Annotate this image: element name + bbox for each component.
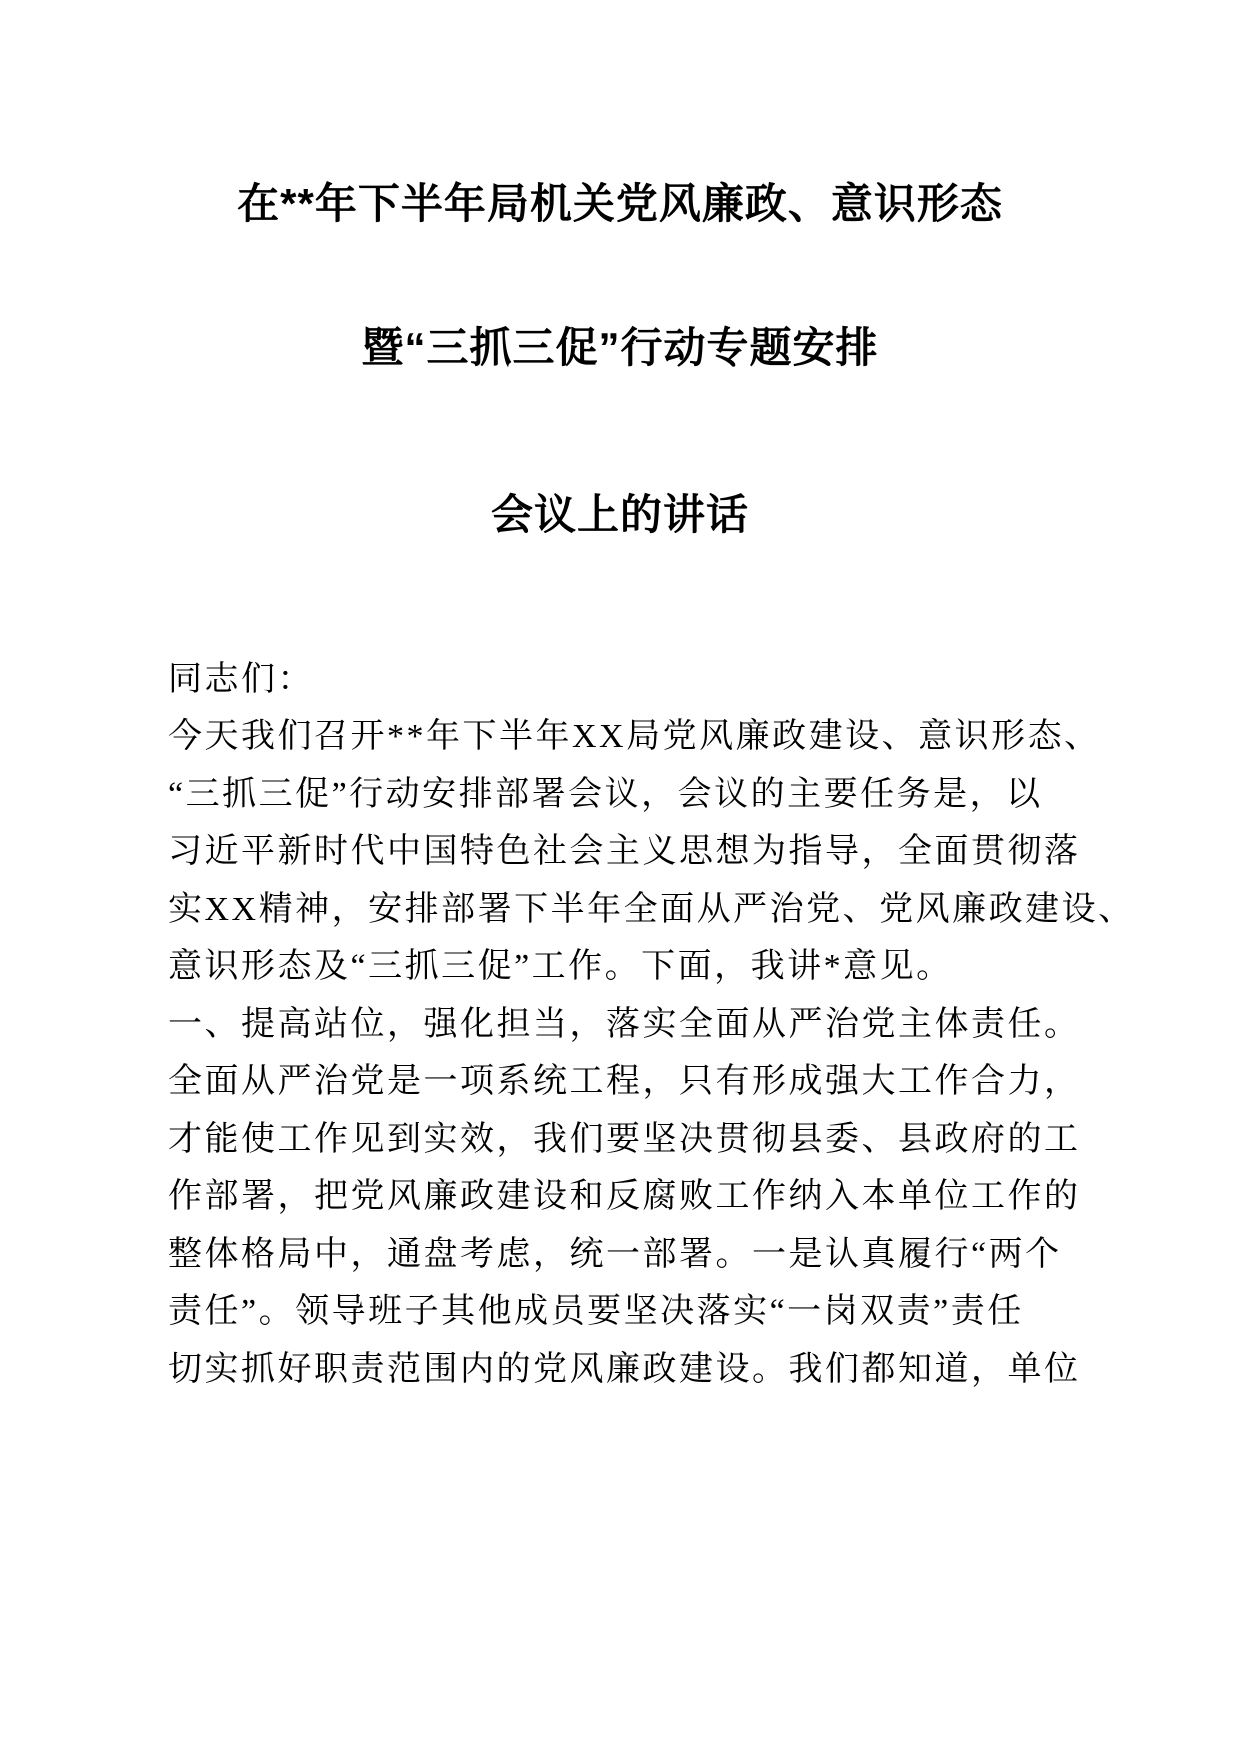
body-line: 整体格局中，通盘考虑，统一部署。一是认真履行“两个	[168, 1235, 1062, 1273]
body-line: 切实抓好职责范围内的党风廉政建设。我们都知道，单位	[168, 1350, 1081, 1388]
body-line: 习近平新时代中国特色社会主义思想为指导，全面贯彻落	[168, 833, 1081, 871]
document-title-line-3: 会议上的讲话	[490, 490, 749, 538]
body-line-salutation: 同志们：	[168, 660, 314, 698]
body-line: 实XX精神，安排部署下半年全面从严治党、党风廉政建设、	[168, 890, 1135, 928]
body-line: 责任”。领导班子其他成员要坚决落实“一岗双责”责任	[168, 1293, 1024, 1331]
document-title-line-2: 暨“三抓三促”行动专题安排	[361, 324, 879, 372]
body-line: 才能使工作见到实效，我们要坚决贯彻县委、县政府的工	[168, 1120, 1081, 1158]
body-line: 全面从严治党是一项系统工程，只有形成强大工作合力，	[168, 1063, 1081, 1101]
body-line: 作部署，把党风廉政建设和反腐败工作纳入本单位工作的	[168, 1178, 1081, 1216]
body-line: 今天我们召开**年下半年XX局党风廉政建设、意识形态、	[168, 718, 1101, 756]
body-line: “三抓三促”行动安排部署会议，会议的主要任务是，以	[168, 775, 1043, 813]
body-line: 意识形态及“三抓三促”工作。下面，我讲*意见。	[168, 948, 953, 986]
document-title-line-1: 在**年下半年局机关党风廉政、意识形态	[237, 180, 1003, 227]
document-body	[168, 651, 1135, 1399]
body-line-section-heading: 一、提高站位，强化担当，落实全面从严治党主体责任。	[168, 1005, 1081, 1043]
